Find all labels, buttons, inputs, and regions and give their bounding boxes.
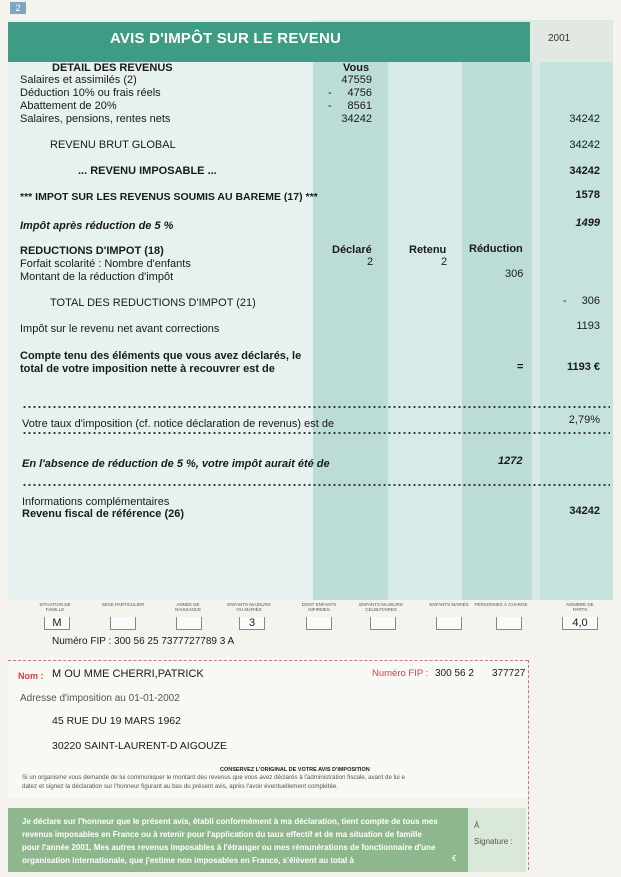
reductions-title: REDUCTIONS D'IMPOT (18): [20, 245, 164, 257]
fip-label: Numéro FIP :: [372, 668, 429, 679]
col-declare: Déclaré: [332, 244, 372, 256]
code-value: [110, 617, 136, 630]
conserve-line: Si un organisme vous demande de lui communiquer le montant des revenus que vous avez déclarés à l'administration fiscale, avant de lui e: [22, 774, 405, 781]
code-label: NOMBRE DE PARTS: [566, 602, 594, 612]
revenu-imposable-value: 34242: [569, 165, 600, 177]
page-title: AVIS D'IMPÔT SUR LE REVENU: [110, 30, 342, 47]
impot-apres-reduction-value: 1499: [575, 217, 600, 229]
col-vous: Vous: [343, 62, 370, 74]
declaration-line: Je déclare sur l'honneur que le présent avis, établi conformément à ma déclaration, tient compte de tous mes: [22, 817, 438, 826]
code-value: [306, 617, 332, 630]
impot-apres-reduction-label: Impôt après réduction de 5 %: [20, 220, 174, 232]
a-label[interactable]: À: [474, 821, 480, 830]
conserve-title: CONSERVEZ L'ORIGINAL DE VOTRE AVIS D'IMPOSITION: [220, 767, 370, 773]
forfait-label: Forfait scolarité : Nombre d'enfants: [20, 258, 191, 270]
header-year-box: [530, 22, 613, 62]
revenu-brut-value: 34242: [569, 139, 600, 151]
code-value: [496, 617, 522, 630]
declaration-line: revenus imposables en France ou à retenir pour l'application du taux effectif et de ma situation de famille: [22, 830, 422, 839]
impot-net-label: Impôt sur le revenu net avant corrections: [20, 323, 220, 335]
col-retenu: Retenu: [409, 244, 447, 256]
revenu-row-value: 4756: [347, 87, 372, 99]
declaration-line: organisation internationale, que j'estime non imposables en France, s'élèvent au total à: [22, 856, 354, 865]
fip-value-tail: 377727: [492, 668, 526, 679]
dotted-separator: [22, 431, 610, 435]
nom-value: M OU MME CHERRI,PATRICK: [52, 668, 204, 680]
perforation-line: [528, 660, 529, 870]
montant-reduction-value: 306: [505, 268, 524, 280]
code-value: [436, 617, 462, 630]
col-reduction: Réduction: [469, 243, 523, 255]
tax-year: 2001: [548, 33, 571, 44]
code-label: SEXE PARTICULIER: [101, 602, 145, 607]
euro-symbol: €: [452, 854, 457, 863]
impot-net-value: 1193: [576, 320, 600, 332]
address-city: 30220 SAINT-LAURENT-D AIGOUZE: [52, 740, 228, 752]
taux-value: 2,79%: [568, 414, 600, 426]
revenu-row-label: Salaires et assimilés (2): [20, 74, 137, 86]
code-label: DONT ENFANTS INFIRMES: [301, 602, 337, 612]
dotted-separator: [22, 405, 610, 409]
code-value: M: [44, 617, 70, 630]
declaration-line: pour l'année 2001. Mes autres revenus imposables à l'étranger ou mes rémunérations de fonctionnaire d'une: [22, 843, 436, 852]
revenu-fiscal-reference-label: Revenu fiscal de référence (26): [22, 508, 185, 520]
revenus-section-title: DETAIL DES REVENUS: [52, 62, 173, 74]
code-label: SITUATION DE FAMILLE: [39, 602, 71, 612]
total-reductions-value: 306: [581, 295, 600, 307]
code-label: ENFANTS MAJEURS CELIBATAIRES: [359, 602, 403, 612]
adresse-label: Adresse d'imposition au 01-01-2002: [20, 693, 180, 704]
forfait-retenu: 2: [441, 256, 448, 268]
code-label: ENFANTS MAJEURS OU MARIÉS: [227, 602, 271, 612]
code-label: ENFANTS MARIÉS: [429, 602, 469, 607]
infos-complementaires-label: Informations complémentaires: [22, 496, 170, 508]
code-value: 4,0: [562, 617, 598, 630]
absence-reduction-value: 1272: [498, 455, 523, 467]
imposition-nette-value: 1193 €: [566, 361, 600, 373]
revenu-brut-label: REVENU BRUT GLOBAL: [50, 139, 176, 151]
revenu-row-sign: -: [328, 100, 332, 112]
impot-bareme-value: 1578: [575, 189, 600, 201]
revenu-row-value: 34242: [341, 113, 372, 125]
total-reductions-label: TOTAL DES REDUCTIONS D'IMPOT (21): [50, 297, 256, 309]
taux-label: Votre taux d'imposition (cf. notice déclaration de revenus) est de: [22, 418, 335, 430]
total-reductions-sign: -: [563, 295, 567, 307]
nom-label: Nom :: [18, 671, 44, 681]
column-stripe: [313, 60, 388, 600]
revenu-row-label: Abattement de 20%: [20, 100, 117, 112]
fip-value: 300 56 2: [435, 668, 474, 679]
equals-sign: =: [517, 361, 524, 373]
revenu-row-sign: -: [328, 87, 332, 99]
revenu-row-label: Déduction 10% ou frais réels: [20, 87, 161, 99]
montant-reduction-label: Montant de la réduction d'impôt: [20, 271, 174, 283]
impot-bareme-label: *** IMPOT SUR LES REVENUS SOUMIS AU BAREME (17) ***: [20, 191, 318, 203]
revenu-imposable-label: ... REVENU IMPOSABLE ...: [78, 165, 217, 177]
code-label: PERSONNES À CHARGE: [474, 602, 528, 607]
revenu-row-total: 34242: [569, 113, 600, 125]
absence-reduction-label: En l'absence de réduction de 5 %, votre impôt aurait été de: [22, 458, 330, 470]
code-value: [370, 617, 396, 630]
code-value: 3: [239, 617, 265, 630]
fip-number-top: Numéro FIP : 300 56 25 7377727789 3 A: [52, 636, 235, 647]
address-street: 45 RUE DU 19 MARS 1962: [52, 715, 181, 727]
conserve-line: datez et signez la déclaration sur l'honneur figurant au bas du présent avis, après l'avoir éventuellement complétée.: [22, 783, 339, 790]
revenu-row-value: 8561: [347, 100, 372, 112]
column-stripe: [462, 60, 532, 600]
code-value: [176, 617, 202, 630]
dotted-separator: [22, 483, 610, 487]
code-label: ANNÉE DE NAISSANCE: [174, 602, 201, 612]
revenu-row-value: 47559: [341, 74, 372, 86]
perforation-line: [8, 660, 528, 661]
compte-tenu-line2: total de votre imposition nette à recouvrer est de: [20, 363, 275, 375]
forfait-declare: 2: [367, 256, 374, 268]
revenu-fiscal-reference-value: 34242: [569, 505, 600, 517]
revenu-row-label: Salaires, pensions, rentes nets: [20, 113, 171, 125]
page-number: 2: [10, 2, 26, 14]
compte-tenu-line1: Compte tenu des éléments que vous avez déclarés, le: [20, 350, 302, 362]
signature-label[interactable]: Signature :: [474, 837, 513, 846]
